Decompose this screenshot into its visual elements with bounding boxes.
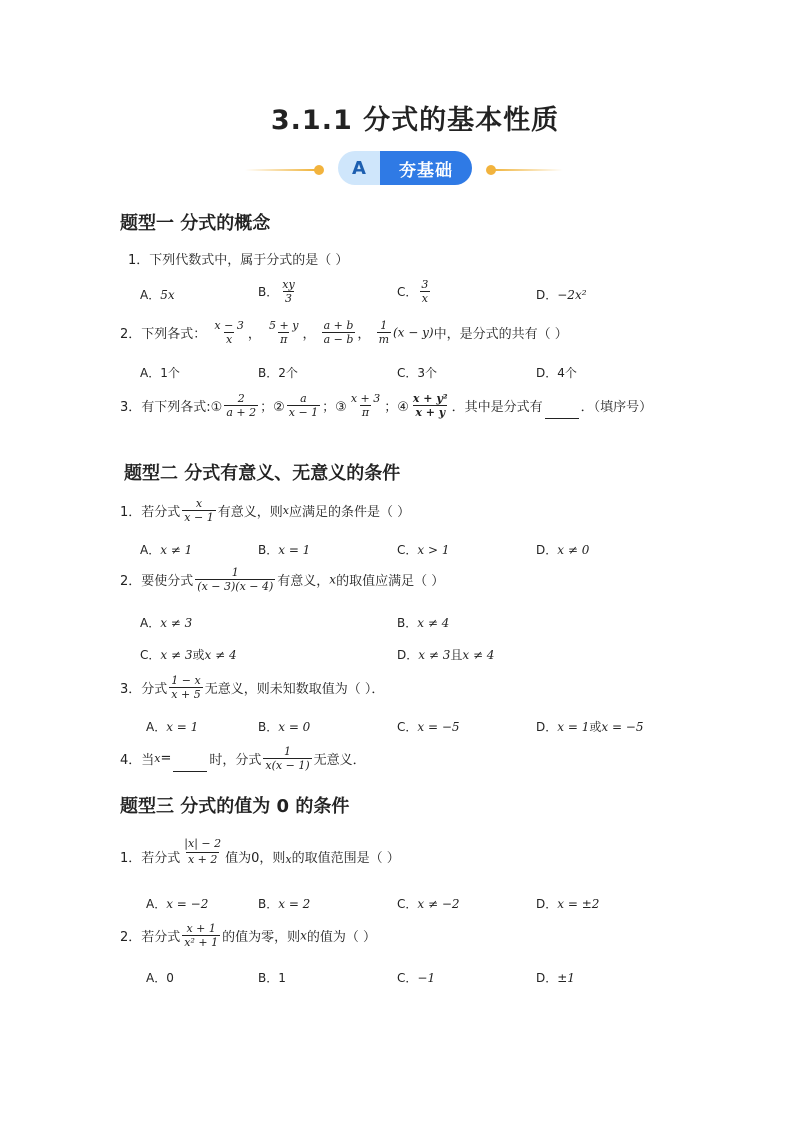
s2-question-4: 4．当x= 时，分式 $\frac{1}{x(x - 1)}$ 无意义．: [120, 745, 366, 772]
s2-question-2: 2．要使分式 $\frac{1}{(x - 3)(x - 4)}$ 有意义，x的取值应满足（ ）: [120, 566, 445, 593]
answer-blank[interactable]: [173, 759, 207, 772]
s1-q1-option-d: D．−2x²: [536, 288, 587, 302]
s2-q2-option-a: A．x ≠ 3: [140, 616, 193, 630]
s3-question-2: 2．若分式 $\frac{x + 1}{\text{x² + 1}}$ 的值为零，则x的值为（ ）: [120, 922, 377, 949]
s1-q1-option-a: A．5x: [140, 288, 175, 302]
s2-q2-option-c: C．x ≠ 3或x ≠ 4: [140, 648, 237, 662]
s1-q1-option-c: C． $\frac{3}{x}$: [397, 278, 429, 305]
s3-q2-option-d: D．±1: [536, 971, 575, 985]
s1-question-2: 2．下列各式： $\frac{x - 3}{x}$ ， $\frac{5 + y}{\pi}$ ， $\frac{a + b}{a - b}$ ， $\frac{1}{m}$ (x − y)中，是分式的共有（ ）: [120, 319, 568, 346]
level-badge: [338, 151, 472, 185]
s3-question-1: 1．若分式 $\frac{|x| - 2}{x + 2}$ 值为0，则x的取值范围是（ ）: [120, 837, 400, 866]
s1-q2-option-a: A．1个: [140, 366, 180, 380]
s2-q1-option-c: C．x > 1: [397, 543, 450, 557]
s1-q1-option-b: B． $\frac{xy}{3}$: [258, 278, 295, 305]
s3-q1-option-b: B．x = 2: [258, 897, 311, 911]
s2-q2-option-b: B．x ≠ 4: [397, 616, 450, 630]
s1-question-1: 1．下列代数式中，属于分式的是（ ）: [128, 253, 349, 268]
page-title: 3.1.1 分式的基本性质: [270, 105, 560, 136]
s1-q2-option-d: D．4个: [536, 366, 577, 380]
badge-left-line: [245, 169, 315, 171]
s2-question-1: 1．若分式 $\frac{x}{x - 1}$ 有意义，则x应满足的条件是（ ）: [120, 497, 411, 524]
s1-q2-option-c: C．3个: [397, 366, 438, 380]
s3-q1-option-c: C．x ≠ −2: [397, 897, 460, 911]
s2-q3-option-d: D．x = 1或x = −5: [536, 720, 644, 734]
answer-blank[interactable]: [545, 406, 579, 419]
section-heading-3: 题型三 分式的值为 0 的条件: [120, 796, 350, 817]
s2-q1-option-d: D．x ≠ 0: [536, 543, 590, 557]
s2-q3-option-b: B．x = 0: [258, 720, 311, 734]
section-heading-1: 题型一 分式的概念: [120, 213, 271, 234]
s1-question-3: 3．有下列各式:① $\frac{2}{a + 2}$ ；② $\frac{a}{x - 1}$ ；③ $\frac{x + 3}{\pi}$ ；④ $\frac{\text{x + y²}}{x + y}$ ．其中是分式有 ．（填序号）: [120, 392, 653, 419]
badge-letter: A: [338, 151, 380, 185]
s2-q3-option-c: C．x = −5: [397, 720, 460, 734]
badge-right-line: [493, 169, 563, 171]
s3-q1-option-a: A．x = −2: [146, 897, 209, 911]
s3-q1-option-d: D．x = ±2: [536, 897, 600, 911]
section-heading-2: 题型二 分式有意义、无意义的条件: [124, 463, 401, 484]
s2-question-3: 3．分式 $\frac{1 - x}{x + 5}$ 无意义，则未知数取值为（ ）．: [120, 674, 385, 701]
s1-q2-option-b: B．2个: [258, 366, 298, 380]
s3-q2-option-a: A．0: [146, 971, 174, 985]
s2-q3-option-a: A．x = 1: [146, 720, 199, 734]
s3-q2-option-b: B．1: [258, 971, 286, 985]
badge-label: 夯基础: [380, 151, 472, 185]
badge-left-dot: [314, 165, 324, 175]
s2-q1-option-b: B．x = 1: [258, 543, 311, 557]
s2-q2-option-d: D．x ≠ 3且x ≠ 4: [397, 648, 495, 662]
s2-q1-option-a: A．x ≠ 1: [140, 543, 193, 557]
s3-q2-option-c: C．−1: [397, 971, 436, 985]
